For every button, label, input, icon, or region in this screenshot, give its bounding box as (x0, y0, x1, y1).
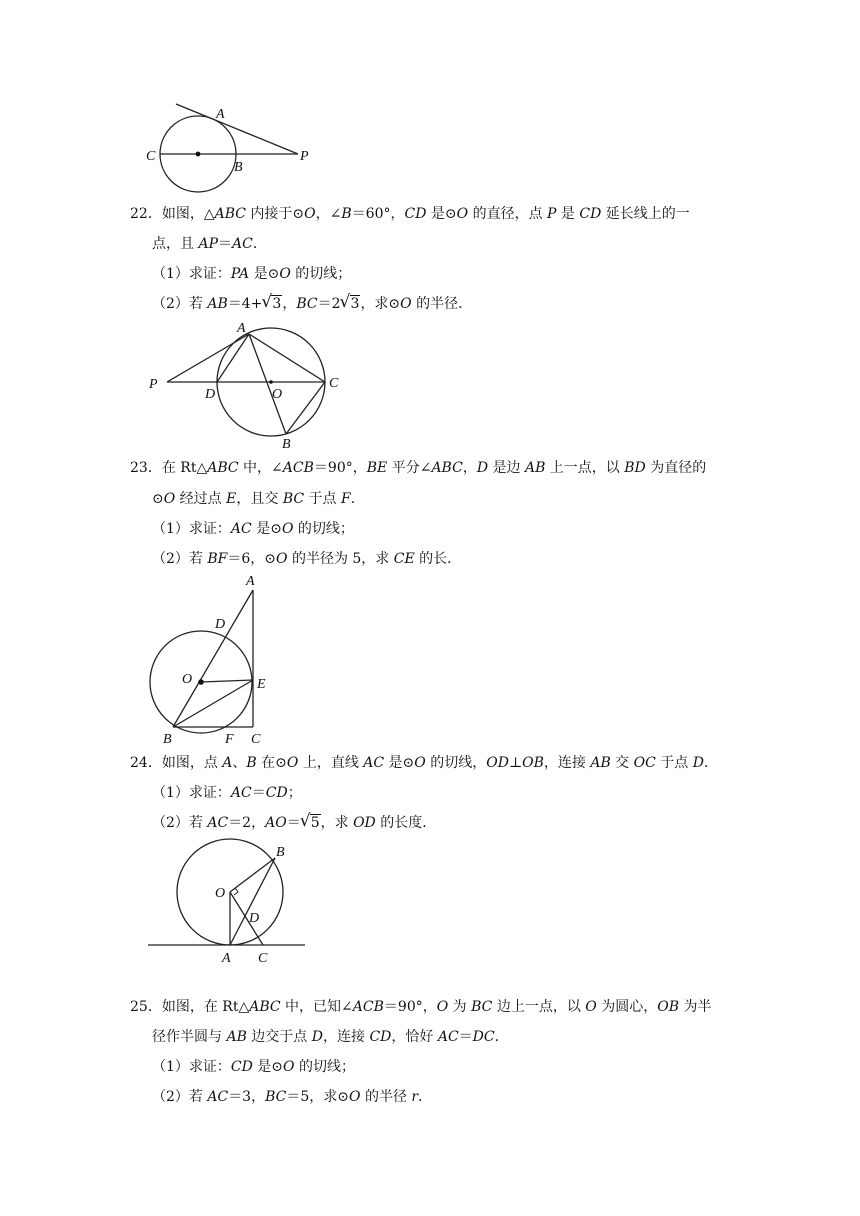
q24-part1: （1）求证：AC＝CD； (152, 785, 302, 801)
label-p: P (149, 377, 158, 392)
q24-part2: （2）若 AC＝2，AO＝√ 5，求 OD 的长度． (152, 813, 436, 833)
q25-stem-line1: 25．如图，在 Rt△ABC 中，已知∠ACB＝90°，O 为 BC 边上一点，以 O 为圆心，OB 为半 (130, 999, 712, 1015)
question-number: 22． (130, 206, 162, 222)
question-number: 25． (130, 999, 162, 1015)
line-ad (217, 334, 249, 382)
label-d: D (215, 617, 226, 632)
q25-part1: （1）求证：CD 是⊙O 的切线； (152, 1059, 355, 1075)
q25-stem-line2: 径作半圆与 AB 边交于点 D，连接 CD，恰好 AC＝DC． (152, 1029, 509, 1045)
label-f: F (225, 732, 234, 747)
line-ob (230, 858, 275, 892)
label-c: C (258, 951, 268, 966)
label-a: A (216, 107, 225, 122)
q22-part2: （2）若 AB＝4+√ 3，BC＝2√ 3，求⊙O 的半径． (152, 294, 472, 314)
label-b: B (163, 732, 172, 747)
center-point (269, 380, 273, 384)
label-c: C (251, 732, 261, 747)
q24-stem-line1: 24．如图，点 A、B 在⊙O 上，直线 AC 是⊙O 的切线，OD⊥OB，连接 AB 交 OC 于点 D． (130, 755, 718, 771)
q23-stem-line1: 23．在 Rt△ABC 中，∠ACB＝90°，BE 平分∠ABC，D 是边 AB 上一点，以 BD 为直径的 (130, 460, 707, 476)
sqrt-3: √ 3 (262, 294, 282, 314)
q22-stem-line1: 22．如图，△ABC 内接于⊙O，∠B＝60°，CD 是⊙O 的直径，点 P 是 CD 延长线上的一 (130, 206, 690, 222)
q25-part2: （2）若 AC＝3，BC＝5，求⊙O 的半径 r． (152, 1089, 433, 1105)
line-be (173, 680, 253, 727)
figure-q24 (145, 840, 310, 970)
figure-q21-svg (140, 96, 320, 196)
label-b: B (276, 845, 285, 860)
q23-stem-line2: ⊙O 经过点 E，且交 BC 于点 F． (152, 491, 365, 507)
q23-part1: （1）求证：AC 是⊙O 的切线； (152, 521, 354, 537)
tangent-line (176, 104, 298, 154)
label-a: A (246, 574, 255, 589)
label-d: D (205, 387, 216, 402)
label-c: C (329, 376, 339, 391)
label-a: A (237, 321, 246, 336)
label-b: B (282, 437, 291, 452)
label-o: O (272, 387, 283, 402)
label-o: O (182, 672, 193, 687)
line-oe (201, 680, 253, 682)
center-point (196, 152, 201, 157)
sqrt-3: √ 3 (341, 294, 361, 314)
label-o: O (215, 886, 226, 901)
line-ac (249, 334, 325, 382)
figure-q21 (140, 96, 320, 196)
sqrt-5: √ 5 (301, 813, 321, 833)
label-p: P (300, 149, 309, 164)
q23-part2: （2）若 BF＝6，⊙O 的半径为 5，求 CE 的长． (152, 551, 462, 567)
line-ab (230, 858, 275, 945)
label-c: C (146, 149, 156, 164)
label-d: D (249, 911, 260, 926)
figure-q23-svg (135, 572, 285, 747)
line-ab (249, 334, 286, 434)
figure-q24-svg (145, 840, 310, 970)
q22-part1: （1）求证：PA 是⊙O 的切线； (152, 266, 352, 282)
question-number: 23． (130, 460, 162, 476)
label-e: E (257, 677, 266, 692)
figure-q23 (135, 572, 285, 747)
line-bc (286, 382, 325, 434)
question-number: 24． (130, 755, 162, 771)
q22-stem-line2: 点，且 AP＝AC． (152, 236, 267, 252)
figure-q22-svg (145, 318, 360, 453)
line-pa (167, 334, 249, 382)
center-point (198, 679, 204, 685)
line-ab (173, 590, 253, 727)
figure-q22 (145, 318, 360, 453)
label-b: B (234, 160, 243, 175)
label-a: A (222, 951, 231, 966)
